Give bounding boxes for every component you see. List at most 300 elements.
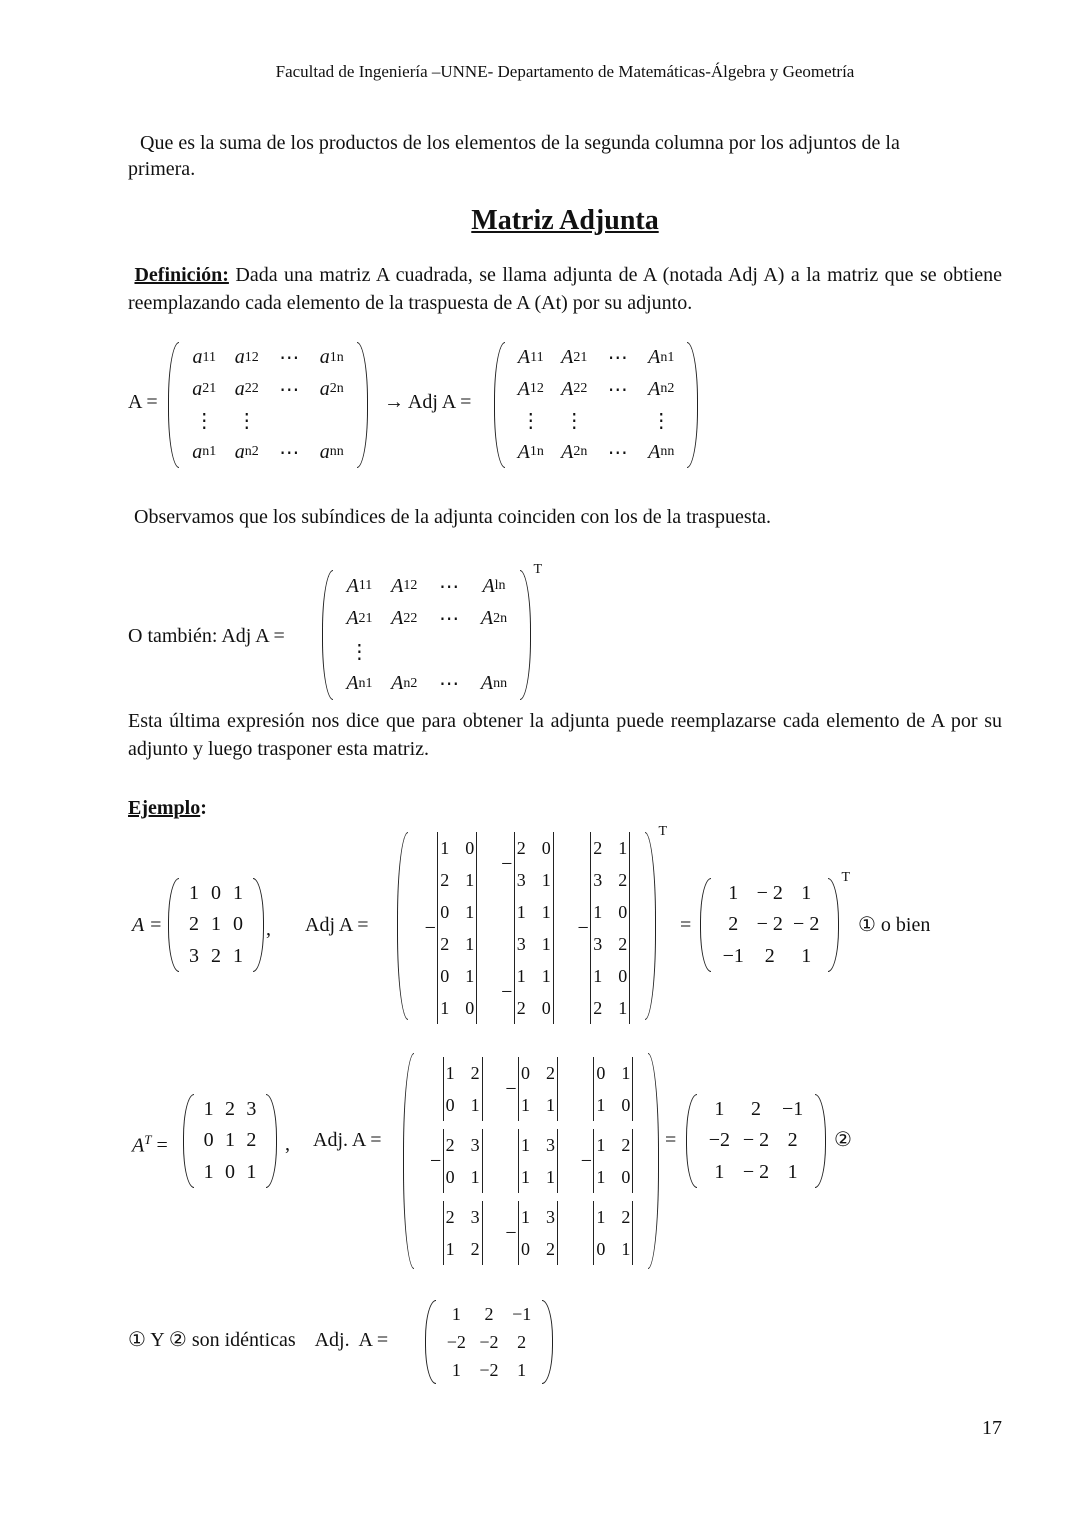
matrix-grid <box>505 342 687 468</box>
cell-value: 1 <box>728 882 739 905</box>
cell-value: 1 <box>787 1160 798 1183</box>
cofactor-sign: − <box>577 916 589 939</box>
cell-value: 2 <box>787 1129 798 1152</box>
cell-value: ⋯ <box>279 441 300 464</box>
det-entry: 2 <box>445 1207 455 1227</box>
cell-value: ⋮ <box>349 640 370 663</box>
matrix-cell <box>517 1332 526 1353</box>
cell-value: ⋯ <box>439 673 460 696</box>
det-entry: 1 <box>593 902 603 922</box>
cell-value: 1 <box>451 1359 461 1380</box>
matrix-cell <box>423 832 477 896</box>
a-label: A = <box>128 391 158 413</box>
matrix-cell <box>211 913 221 936</box>
matrix-cell <box>192 378 216 401</box>
matrix-cell <box>320 378 344 401</box>
matrix-cell <box>193 346 216 369</box>
cell-value: 0 <box>211 882 221 905</box>
at-base: A <box>132 1134 145 1157</box>
matrix-cell <box>391 575 417 598</box>
example-a-label: A = <box>132 914 163 936</box>
entry-base: A <box>648 377 661 400</box>
det-entry: 0 <box>445 1095 455 1115</box>
cell-value: 1 <box>189 882 199 905</box>
det-entry: 3 <box>545 1207 555 1227</box>
det-entry: 1 <box>618 838 628 858</box>
matrix-cell <box>391 672 417 695</box>
left-paren-icon <box>322 570 333 700</box>
matrix-cell <box>233 913 243 936</box>
det-entry: 1 <box>621 1063 631 1083</box>
matrix-cell <box>743 1161 769 1184</box>
matrix-cell <box>579 1057 633 1121</box>
determinant <box>443 1201 483 1265</box>
entry-subscript: 11 <box>202 349 216 365</box>
cell-value: −2 <box>479 1331 499 1352</box>
matrix-cell <box>500 960 554 1024</box>
cofactor-sign: − <box>424 916 436 939</box>
entry-subscript: 2n <box>573 444 588 460</box>
det-entry: 2 <box>440 934 450 954</box>
matrix-cell <box>225 1098 235 1121</box>
matrix-cell <box>204 1129 214 1152</box>
cell-value: − 2 <box>742 1160 770 1183</box>
cell-value: ⋯ <box>279 347 300 370</box>
left-paren-icon <box>168 878 179 972</box>
det-entry: 3 <box>593 870 603 890</box>
entry-base: a <box>192 346 203 369</box>
det-entry: 2 <box>621 1135 631 1155</box>
cell-value: ⋯ <box>607 378 628 401</box>
left-paren-icon <box>168 342 179 468</box>
example-equals: = <box>680 914 692 936</box>
cell-value: 0 <box>233 913 243 936</box>
cell-value: 3 <box>246 1098 257 1121</box>
matrix-cell <box>481 672 507 695</box>
alt-matrix <box>322 562 542 700</box>
matrix-cell <box>576 960 630 1024</box>
cell-value: 1 <box>517 1359 527 1380</box>
cell-value: ⋮ <box>194 410 215 433</box>
cell-value: − 2 <box>742 1129 770 1152</box>
det-entry: 0 <box>618 966 628 986</box>
matrix-cell <box>579 1201 633 1265</box>
entry-base: A <box>561 440 574 463</box>
matrix-cell <box>225 1129 235 1152</box>
cell-value: ⋮ <box>520 410 541 433</box>
det-entry: 2 <box>593 838 603 858</box>
entry-base: A <box>482 574 495 597</box>
definition-text: Dada una matriz A cuadrada, se llama adjunta de A (notada Adj A) a la matriz que se obtiene reemplazando cada elemento de la traspuesta de A (At) por su adjunto. <box>128 264 1003 314</box>
matrix-cell <box>648 346 674 369</box>
det-entry: 1 <box>593 966 603 986</box>
det-entry: 3 <box>545 1135 555 1155</box>
cell-value: ⋮ <box>236 410 257 433</box>
cell-value: 2 <box>211 944 221 967</box>
matrix-grid <box>194 1094 266 1188</box>
det-entry: 1 <box>545 1167 555 1187</box>
matrix-cell <box>561 346 587 369</box>
matrix-cell <box>346 672 372 695</box>
matrix-cell <box>204 1161 214 1184</box>
det-entry: 2 <box>470 1239 480 1259</box>
cell-value: 0 <box>224 1160 235 1183</box>
matrix-cell <box>512 1304 531 1325</box>
matrix-cell <box>576 896 630 960</box>
matrix-grid <box>436 1300 542 1384</box>
determinant <box>590 960 630 1024</box>
det-entry: 1 <box>445 1063 455 1083</box>
matrix-cell <box>723 945 744 968</box>
det-entry: 1 <box>520 1207 530 1227</box>
det-entry: 3 <box>516 870 526 890</box>
right-paren-icon <box>815 1094 826 1188</box>
matrix-cell <box>349 639 369 664</box>
entry-subscript: 11 <box>530 349 544 365</box>
entry-base: a <box>192 377 203 400</box>
entry-base: A <box>561 346 574 369</box>
cell-value: 1 <box>233 882 243 905</box>
matrix-cell <box>391 607 417 630</box>
cell-value: 2 <box>189 913 199 936</box>
left-paren-icon <box>686 1094 697 1188</box>
entry-base: A <box>346 672 359 695</box>
matrix-cell <box>608 377 628 402</box>
det-entry: 1 <box>541 934 551 954</box>
cell-value: 1 <box>224 1129 235 1152</box>
det-entry: 0 <box>541 998 551 1018</box>
matrix-cell <box>561 441 587 464</box>
definition-paragraph <box>128 261 1002 317</box>
matrix-cell <box>782 1098 803 1121</box>
right-paren-icon <box>266 1094 277 1188</box>
cell-value: 3 <box>189 944 199 967</box>
page-header: Facultad de Ingeniería –UNNE- Departamento de Matemáticas-Álgebra y Geometría <box>275 62 855 81</box>
entry-base: a <box>319 377 330 400</box>
cell-value: 1 <box>714 1160 725 1183</box>
determinant <box>593 1201 633 1265</box>
matrix-cell <box>246 1161 256 1184</box>
matrix-cell <box>189 882 199 905</box>
det-entry: 1 <box>596 1207 606 1227</box>
determinant <box>437 896 477 960</box>
note-2: ② <box>834 1129 852 1151</box>
example2-adj-label: Adj. A = <box>313 1129 382 1151</box>
matrix-cell <box>279 440 299 465</box>
matrix-cell <box>743 1129 769 1152</box>
note-1: ① o bien <box>858 914 931 936</box>
cell-value: − 2 <box>793 913 820 936</box>
det-entry: 0 <box>520 1063 530 1083</box>
det-entry: 2 <box>516 998 526 1018</box>
det-entry: 3 <box>516 934 526 954</box>
right-paren-icon <box>520 570 531 700</box>
entry-base: A <box>517 440 530 463</box>
det-entry: 1 <box>596 1135 606 1155</box>
matrix-cell <box>246 1129 256 1152</box>
right-paren-icon <box>687 342 698 468</box>
entry-subscript: n1 <box>660 349 675 365</box>
determinant <box>514 960 554 1024</box>
det-entry: 1 <box>541 870 551 890</box>
matrix-grid <box>333 570 520 700</box>
matrix-cell <box>452 1304 461 1325</box>
cell-value: ⋯ <box>279 378 300 401</box>
det-entry: 1 <box>545 1095 555 1115</box>
cell-value: 0 <box>203 1129 214 1152</box>
entry-subscript: 21 <box>202 381 217 397</box>
cell-value: 2 <box>246 1129 257 1152</box>
matrix-cell <box>561 378 587 401</box>
det-entry: 2 <box>516 838 526 858</box>
cell-value: 1 <box>246 1160 257 1183</box>
right-paren-icon <box>645 832 656 1020</box>
matrix-grid <box>408 832 645 1020</box>
cell-value: ⋯ <box>439 608 460 631</box>
left-paren-icon <box>700 878 711 972</box>
entry-subscript: 12 <box>244 349 259 365</box>
cell-value: −2 <box>708 1129 730 1152</box>
det-entry: 1 <box>618 998 628 1018</box>
matrix-cell <box>518 378 544 401</box>
matrix-cell <box>793 913 819 936</box>
matrix-cell <box>751 1098 761 1121</box>
matrix-cell <box>757 913 783 936</box>
entry-base: A <box>346 607 359 630</box>
cell-value: 2 <box>224 1098 235 1121</box>
cell-value: 1 <box>801 944 812 967</box>
entry-subscript: n1 <box>358 675 373 691</box>
det-entry: 0 <box>445 1167 455 1187</box>
general-matrix-adj <box>494 342 698 468</box>
entry-base: a <box>319 346 330 369</box>
matrix-cell <box>320 346 344 369</box>
entry-base: A <box>391 574 404 597</box>
matrix-cell <box>500 896 554 960</box>
cell-value: 1 <box>714 1098 725 1121</box>
entry-subscript: nn <box>493 675 508 691</box>
entry-subscript: 21 <box>358 610 373 626</box>
left-paren-icon <box>494 342 505 468</box>
entry-base: a <box>319 440 330 463</box>
matrix-cell <box>500 832 554 896</box>
matrix-cell <box>576 832 630 896</box>
matrix-cell <box>479 1360 498 1381</box>
matrix-cell <box>439 606 459 631</box>
example2-matrix-at <box>183 1094 277 1188</box>
matrix-cell <box>429 1057 483 1121</box>
entry-subscript: 22 <box>244 381 259 397</box>
det-entry: 0 <box>621 1167 631 1187</box>
det-entry: 0 <box>596 1239 606 1259</box>
entry-base: a <box>192 440 203 463</box>
matrix-cell <box>211 945 221 968</box>
right-paren-icon <box>357 342 368 468</box>
alt-label: O también: Adj A = <box>128 625 285 647</box>
matrix-cell <box>189 913 199 936</box>
entry-base: A <box>480 607 494 630</box>
det-entry: 3 <box>593 934 603 954</box>
matrix-cell <box>518 346 544 369</box>
section-title: Matriz Adjunta <box>471 205 659 236</box>
cell-value: ⋯ <box>607 347 628 370</box>
cell-value: −2 <box>479 1359 499 1380</box>
matrix-cell <box>320 441 344 464</box>
example2-cofactor-matrix <box>403 1053 659 1269</box>
cell-value: 2 <box>728 913 739 936</box>
matrix-cell <box>579 1129 633 1193</box>
matrix-cell <box>423 896 477 960</box>
matrix-grid <box>179 342 357 468</box>
determinant <box>593 1057 633 1121</box>
left-paren-icon <box>183 1094 194 1188</box>
det-entry: 1 <box>520 1135 530 1155</box>
cell-value: 2 <box>484 1303 494 1324</box>
entry-subscript: 1n <box>329 349 344 365</box>
cell-value: ⋮ <box>651 410 672 433</box>
matrix-cell <box>651 408 671 433</box>
at-eq: = <box>151 1134 168 1157</box>
matrix-cell <box>517 1360 526 1381</box>
entry-subscript: ln <box>494 578 506 594</box>
general-matrix-a <box>168 342 368 468</box>
conclusion-matrix <box>425 1300 553 1384</box>
example-label: Ejemplo <box>128 797 201 819</box>
matrix-cell <box>484 1304 493 1325</box>
matrix-grid <box>179 878 253 972</box>
entry-base: A <box>648 440 661 463</box>
conclusion-text: ① Y ② son idénticas Adj. A = <box>128 1329 389 1351</box>
cell-value: 1 <box>211 913 221 936</box>
det-entry: 2 <box>593 998 603 1018</box>
det-entry: 0 <box>465 998 475 1018</box>
determinant <box>443 1057 483 1121</box>
entry-subscript: 1n <box>529 444 544 460</box>
det-entry: 1 <box>520 1095 530 1115</box>
det-entry: 2 <box>618 870 628 890</box>
matrix-cell <box>233 945 243 968</box>
matrix-cell <box>452 1360 461 1381</box>
matrix-cell <box>279 377 299 402</box>
determinant <box>518 1201 558 1265</box>
entry-subscript: 2n <box>493 610 508 626</box>
determinant <box>514 896 554 960</box>
matrix-cell <box>189 945 199 968</box>
determinant <box>518 1057 558 1121</box>
matrix-cell <box>423 960 477 1024</box>
det-entry: 2 <box>621 1207 631 1227</box>
matrix-cell <box>235 346 259 369</box>
det-entry: 1 <box>596 1095 606 1115</box>
matrix-cell <box>194 408 214 433</box>
entry-subscript: n1 <box>202 444 217 460</box>
entry-subscript: 11 <box>358 578 373 594</box>
det-entry: 0 <box>440 966 450 986</box>
example2-comma: , <box>285 1133 290 1155</box>
entry-base: A <box>517 346 531 369</box>
entry-subscript: 2n <box>329 381 344 397</box>
det-entry: 1 <box>440 998 450 1018</box>
det-entry: 1 <box>516 966 526 986</box>
matrix-cell <box>504 1129 558 1193</box>
determinant <box>518 1129 558 1193</box>
matrix-cell <box>648 441 674 464</box>
entry-base: A <box>648 346 661 369</box>
determinant <box>514 832 554 896</box>
transpose-superscript: T <box>533 562 542 577</box>
matrix-cell <box>235 441 259 464</box>
matrix-cell <box>801 882 811 905</box>
right-paren-icon <box>253 878 264 972</box>
entry-subscript: 21 <box>573 349 588 365</box>
transpose-superscript: T <box>841 870 850 885</box>
matrix-cell <box>788 1161 798 1184</box>
intro-line-2: primera. <box>128 158 196 180</box>
matrix-cell <box>346 607 372 630</box>
example-result-matrix <box>700 870 850 972</box>
left-paren-icon <box>397 832 408 1020</box>
det-entry: 1 <box>516 902 526 922</box>
matrix-cell <box>728 882 738 905</box>
matrix-cell <box>788 1129 798 1152</box>
cell-value: 1 <box>203 1160 214 1183</box>
cell-value: 2 <box>764 944 775 967</box>
matrix-cell <box>192 441 216 464</box>
det-entry: 1 <box>470 1095 480 1115</box>
cell-value: − 2 <box>756 913 783 936</box>
example-heading <box>128 794 207 822</box>
entry-subscript: n2 <box>244 444 259 460</box>
example-colon: : <box>200 797 207 819</box>
matrix-cell <box>347 575 373 598</box>
determinant <box>590 832 630 896</box>
cofactor-sign: − <box>505 1221 517 1244</box>
matrix-cell <box>765 945 775 968</box>
matrix-cell <box>482 575 505 598</box>
cofactor-sign: − <box>580 1149 592 1172</box>
definition-label: Definición: <box>134 264 229 286</box>
example-matrix-a <box>168 878 264 972</box>
det-entry: 0 <box>618 902 628 922</box>
matrix-cell <box>204 1098 214 1121</box>
cofactor-sign: − <box>430 1149 442 1172</box>
cell-value: −2 <box>446 1331 466 1352</box>
matrix-cell <box>728 913 738 936</box>
example-cofactor-matrix <box>397 824 667 1020</box>
det-entry: 1 <box>465 870 475 890</box>
det-entry: 3 <box>470 1135 480 1155</box>
matrix-cell <box>479 1332 498 1353</box>
matrix-cell <box>447 1332 466 1353</box>
entry-subscript: 22 <box>573 381 588 397</box>
det-entry: 1 <box>470 1167 480 1187</box>
right-paren-icon <box>542 1300 553 1384</box>
example-adj-label: Adj A = <box>305 914 369 936</box>
det-entry: 1 <box>440 838 450 858</box>
det-entry: 0 <box>520 1239 530 1259</box>
cell-value: ⋯ <box>607 441 628 464</box>
cell-value: 2 <box>750 1098 761 1121</box>
intro-line-1: Que es la suma de los productos de los elementos de la segunda columna por los adjuntos de la <box>140 132 900 154</box>
right-paren-icon <box>648 1053 659 1269</box>
matrix-cell <box>709 1129 730 1152</box>
det-entry: 0 <box>465 838 475 858</box>
example-comma: , <box>266 918 271 940</box>
determinant <box>437 960 477 1024</box>
matrix-cell <box>714 1098 724 1121</box>
det-entry: 1 <box>541 966 551 986</box>
matrix-cell <box>279 345 299 370</box>
